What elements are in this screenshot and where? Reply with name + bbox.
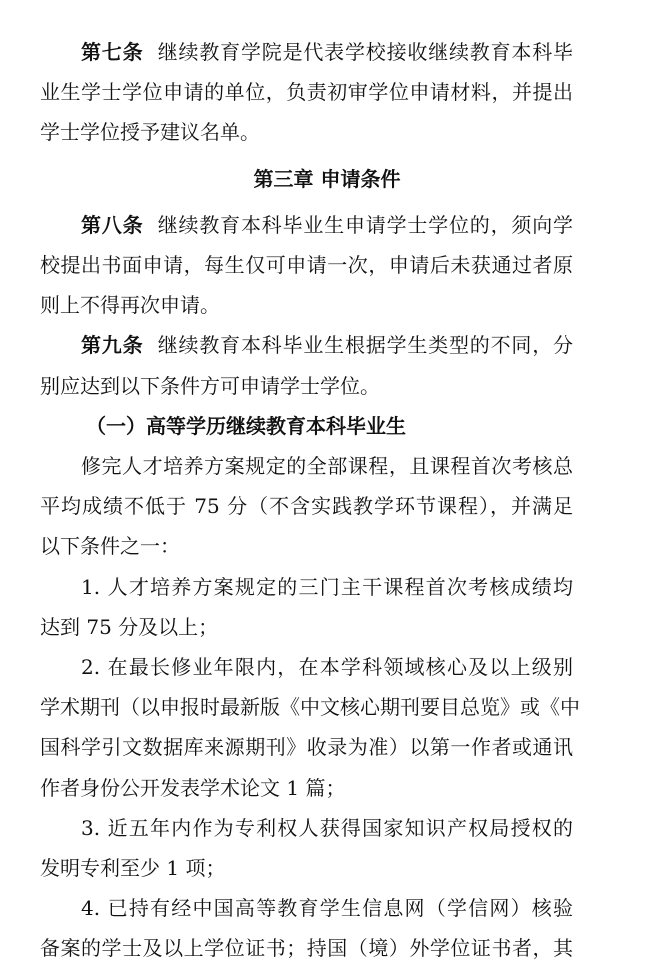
article-8-text-1: 继续教育本科毕业生申请学士学位的，须向学 xyxy=(157,212,574,237)
item-4-line-1: 4. 已持有经中国高等教育学生信息网（学信网）核验 xyxy=(81,896,573,921)
article-7-label: 第七条 xyxy=(81,40,144,64)
article-8-line-3: 则上不得再次申请。 xyxy=(40,293,220,318)
article-7-line-2: 业生学士学位申请的单位，负责初审学位申请材料，并提出 xyxy=(40,80,573,105)
item-2-line-2: 学术期刊（以申报时最新版《中文核心期刊要目总览》或《中 xyxy=(40,695,580,720)
article-9-label: 第九条 xyxy=(81,333,144,358)
item-3-line-1: 3. 近五年内作为专利权人获得国家知识产权局授权的 xyxy=(81,815,573,840)
article-8-label: 第八条 xyxy=(81,212,144,237)
item-3-line-2: 发明专利至少 1 项； xyxy=(40,856,226,880)
article-7-line-1 xyxy=(81,32,573,72)
article-7-text-1: 继续教育学院是代表学校接收继续教育本科毕 xyxy=(157,40,574,64)
article-9-line-2: 别应达到以下条件方可申请学士学位。 xyxy=(40,373,380,398)
article-8-line-2: 校提出书面申请，每生仅可申请一次，申请后未获通过者原 xyxy=(40,253,573,277)
item-2-line-1: 2. 在最长修业年限内，在本学科领域核心及以上级别 xyxy=(81,655,573,679)
item-1-line-2: 达到 75 分及以上； xyxy=(40,614,219,639)
item-2-line-4: 作者身份公开发表学术论文 1 篇； xyxy=(40,775,346,800)
section-1-body-line-1: 修完人才培养方案规定的全部课程，且课程首次考核总 xyxy=(81,454,573,478)
chapter-3-heading: 第三章 申请条件 xyxy=(253,166,401,191)
section-1-body-line-2: 平均成绩不低于 75 分（不含实践教学环节课程），并满足 xyxy=(40,494,573,519)
item-1-line-1: 1. 人才培养方案规定的三门主干课程首次考核成绩均 xyxy=(81,574,573,599)
article-9-line-1 xyxy=(81,325,573,365)
article-8-line-1 xyxy=(81,205,573,245)
item-2-line-3: 国科学引文数据库来源期刊》收录为准）以第一作者或通讯 xyxy=(40,735,573,760)
article-9-text-1: 继续教育本科毕业生根据学生类型的不同，分 xyxy=(157,333,574,358)
section-1-heading: （一）高等学历继续教育本科毕业生 xyxy=(86,413,406,438)
item-4-line-2: 备案的学士及以上学位证书；持国（境）外学位证书者，其 xyxy=(40,936,573,961)
section-1-body-line-3: 以下条件之一： xyxy=(40,534,180,559)
article-7-line-3: 学士学位授予建议名单。 xyxy=(40,120,260,145)
